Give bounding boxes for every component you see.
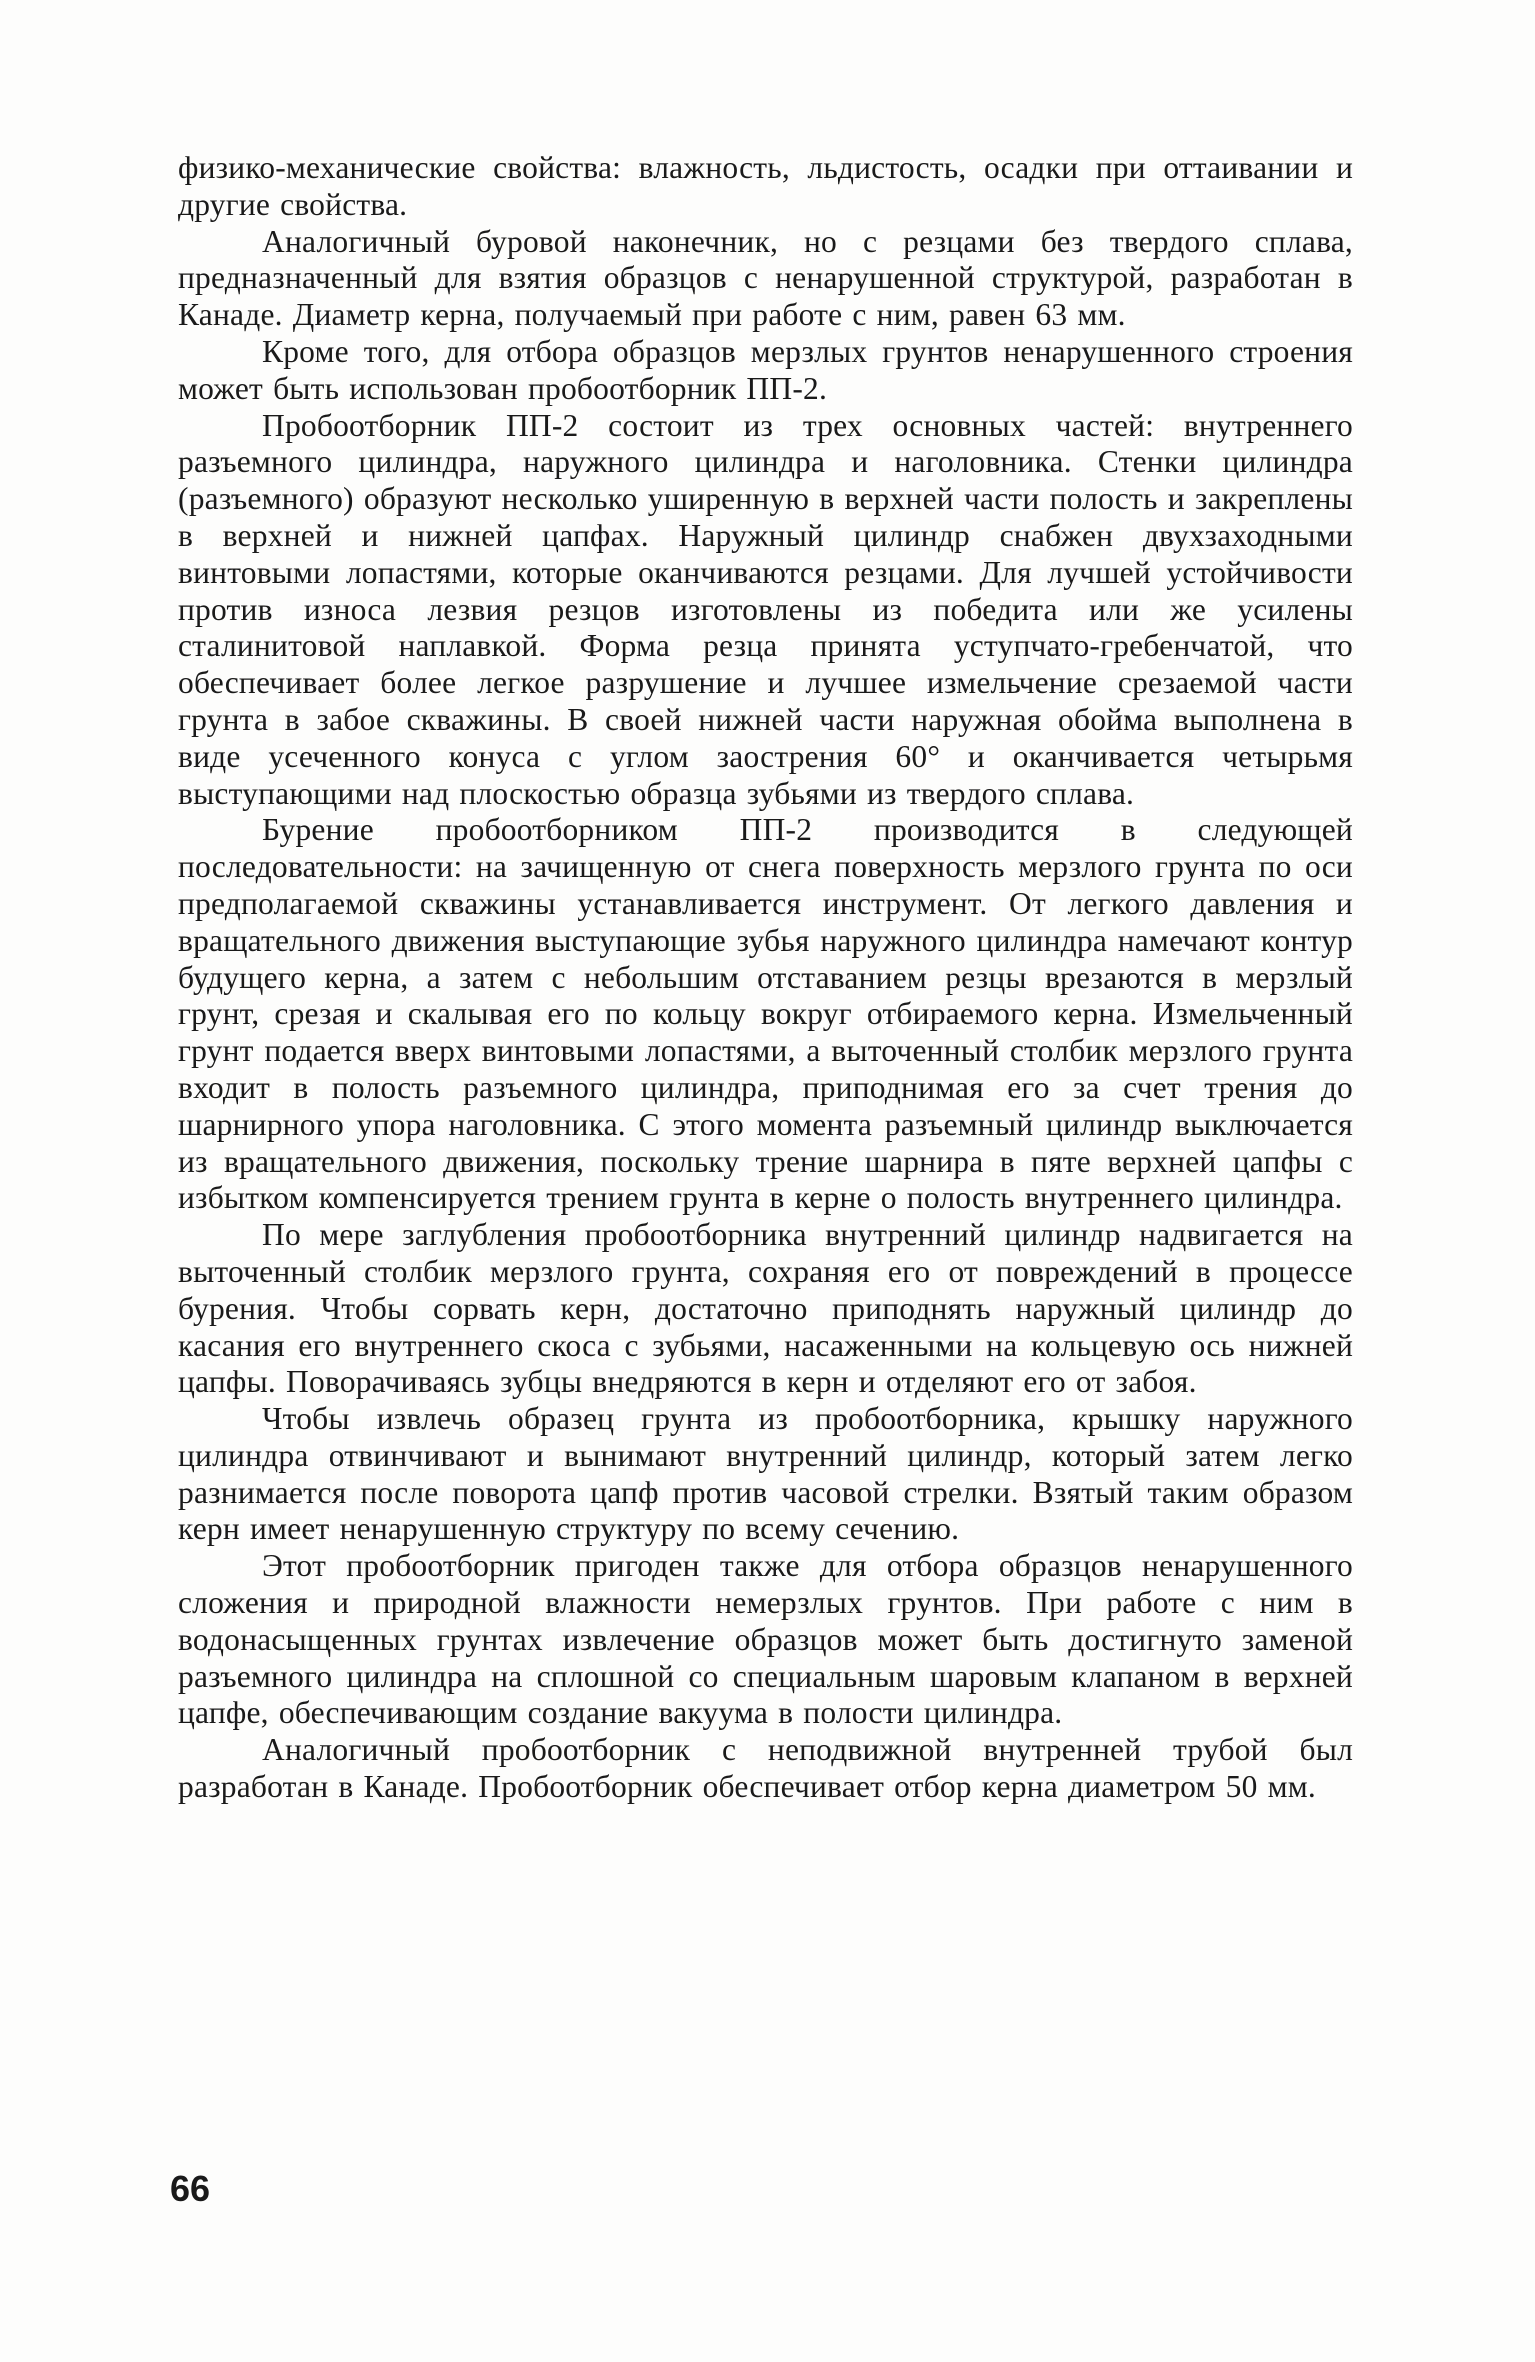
paragraph-3: Кроме того, для отбора образцов мерзлых грунтов ненарушенного строения может быть использован пробоотборник ПП-2.	[178, 333, 1353, 406]
paragraph-9: Аналогичный пробоотборник с неподвижной внутренней трубой был разработан в Канаде. Пробоотборник обеспечивает отбор керна диаметром 50 мм.	[178, 1732, 1353, 1805]
paragraph-5: Бурение пробоотборником ПП-2 производится в следующей последовательности: на зачищенную от снега поверхность мерзлого грунта по оси предполагаемой скважины устанавливается инструмент. От легкого давления и вращательного движения выступающие зубья наружного цилиндра намечают контур будущего керна, а затем с небольшим отставанием резцы врезаются в мерзлый грунт, срезая и скалывая его по кольцу вокруг отбираемого керна. Измельченный грунт подается вверх винтовыми лопастями, а выточенный столбик мерзлого грунта входит в полость разъемного цилиндра, приподнимая его за счет трения до шарнирного упора наголовника. С этого момента разъемный цилиндр выключается из вращательного движения, поскольку трение шарнира в пяте верхней цапфы с избытком компенсируется трением грунта в керне о полость внутреннего цилиндра.	[178, 812, 1353, 1216]
paragraph-7: Чтобы извлечь образец грунта из пробоотборника, крышку наружного цилиндра отвинчивают и вынимают внутренний цилиндр, который затем легко разнимается после поворота цапф против часовой стрелки. Взятый таким образом керн имеет ненарушенную структуру по всему сечению.	[178, 1401, 1353, 1547]
page-body-text	[178, 150, 1353, 1806]
paragraph-4: Пробоотборник ПП-2 состоит из трех основных частей: внутреннего разъемного цилиндра, наружного цилиндра и наголовника. Стенки цилиндра (разъемного) образуют несколько уширенную в верхней части полость и закреплены в верхней и нижней цапфах. Наружный цилиндр снабжен двухзаходными винтовыми лопастями, которые оканчиваются резцами. Для лучшей устойчивости против износа лезвия резцов изготовлены из победита или же усилены сталинитовой наплавкой. Форма резца принята уступчато-гребенчатой, что обеспечивает более легкое разрушение и лучшее измельчение срезаемой части грунта в забое скважины. В своей нижней части наружная обойма выполнена в виде усеченного конуса с углом заострения 60° и оканчивается четырьмя выступающими над плоскостью образца зубьями из твердого сплава.	[178, 407, 1353, 811]
page-number: 66	[170, 2168, 211, 2209]
paragraph-1: физико-механические свойства: влажность, льдистость, осадки при оттаивании и другие свойства.	[178, 150, 1353, 222]
paragraph-6: По мере заглубления пробоотборника внутренний цилиндр надвигается на выточенный столбик мерзлого грунта, сохраняя его от повреждений в процессе бурения. Чтобы сорвать керн, достаточно приподнять наружный цилиндр до касания его внутреннего скоса с зубьями, насаженными на кольцевую ось нижней цапфы. Поворачиваясь зубцы внедряются в керн и отделяют его от забоя.	[178, 1217, 1353, 1400]
paragraph-2: Аналогичный буровой наконечник, но с резцами без твердого сплава, предназначенный для взятия образцов с ненарушенной структурой, разработан в Канаде. Диаметр керна, получаемый при работе с ним, равен 63 мм.	[178, 223, 1353, 333]
paragraph-8: Этот пробоотборник пригоден также для отбора образцов ненарушенного сложения и природной влажности немерзлых грунтов. При работе с ним в водонасыщенных грунтах извлечение образцов может быть достигнуто заменой разъемного цилиндра на сплошной со специальным шаровым клапаном в верхней цапфе, обеспечивающим создание вакуума в полости цилиндра.	[178, 1548, 1353, 1731]
